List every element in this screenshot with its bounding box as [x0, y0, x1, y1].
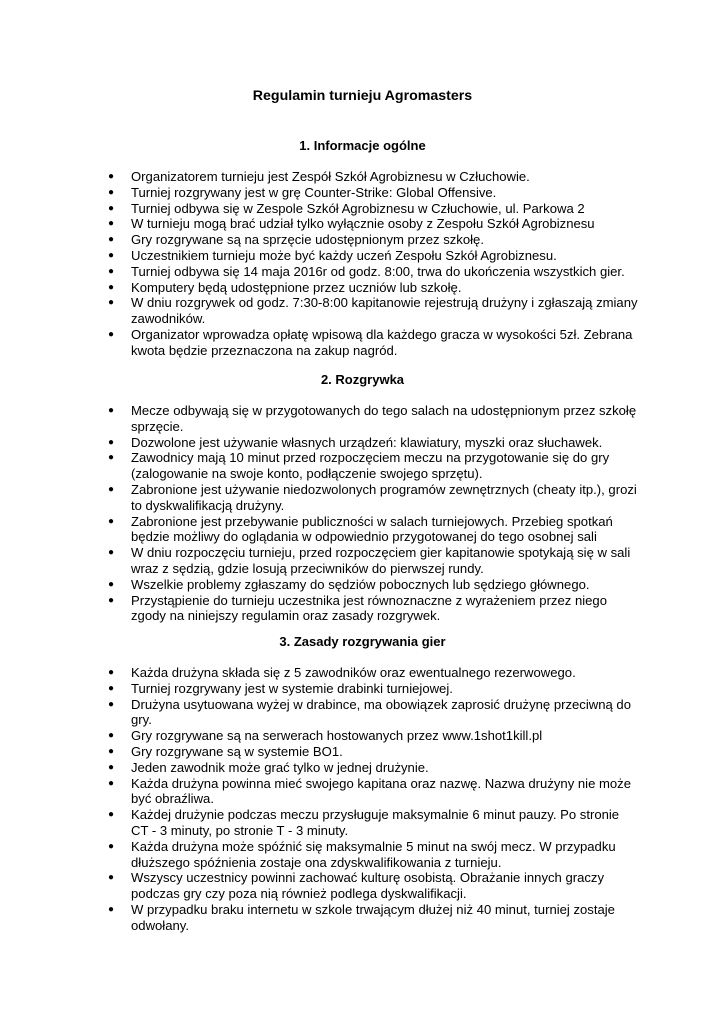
list-item: ● Mecze odbywają się w przygotowanych do tego salach na udostępnionym przez szkołę sprzęcie. — [108, 403, 637, 434]
document-title: Regulamin turnieju Agromasters — [252, 88, 473, 104]
section-heading-general-info: 1. Informacje ogólne — [299, 138, 426, 153]
list-item: ● Uczestnikiem turnieju może być każdy uczeń Zespołu Szkół Agrobiznesu. — [108, 247, 557, 263]
bullet-icon: ● — [108, 515, 115, 527]
list-item: ● Każdej drużynie podczas meczu przysługuje maksymalnie 6 minut pauzy. Po stronie CT - 3 minuty, po stronie T - 3 minuty. — [108, 807, 620, 838]
list-item: ● Zabronione jest przebywanie publiczności w salach turniejowych. Przebieg spotkań będzie możliwy do oglądania w odpowiednio przygotowanej do tego osobnej sali — [108, 513, 613, 545]
list-item: ● Drużyna usytuowana wyżej w drabince, ma obowiązek zaprosić drużynę przeciwną do gry. — [108, 696, 631, 728]
bullet-icon: ● — [108, 594, 115, 606]
bullet-icon: ● — [108, 328, 115, 340]
list-item: ● Przystąpienie do turnieju uczestnika jest równoznaczne z wyrażeniem przez niego zgody na niniejszy regulamin oraz zasady rozgrywek. — [108, 592, 607, 624]
list-item: ● Każda drużyna może spóźnić się maksymalnie 5 minut na swój mecz. W przypadku dłuższego spóźnienia zostaje ona zdyskwalifikowania z turnieju. — [108, 838, 616, 870]
section-heading-game-rules: 3. Zasady rozgrywania gier — [279, 634, 446, 649]
list-item: ● Turniej rozgrywany jest w grę Counter-Strike: Global Offensive. — [108, 184, 497, 200]
list-item: ● Wszelkie problemy zgłaszamy do sędziów pobocznych lub sędziego głównego. — [108, 576, 590, 592]
bullet-icon: ● — [108, 809, 115, 821]
bullet-icon: ● — [108, 436, 115, 448]
list-item: ● W przypadku braku internetu w szkole trwającym dłużej niż 40 minut, turniej zostaje odwołany. — [108, 901, 615, 933]
bullet-icon: ● — [108, 547, 115, 559]
bullet-icon: ● — [108, 281, 115, 293]
list-item: ● Każda drużyna składa się z 5 zawodników oraz ewentualnego rezerwowego. — [108, 665, 576, 680]
section-list-general-info — [108, 169, 638, 359]
bullet-icon: ● — [108, 234, 115, 246]
bullet-icon: ● — [108, 903, 115, 915]
bullet-icon: ● — [108, 297, 115, 309]
bullet-icon: ● — [108, 483, 115, 495]
bullet-icon: ● — [108, 698, 115, 710]
list-item: ● Zawodnicy mają 10 minut przed rozpoczęciem meczu na przygotowanie się do gry (zalogowanie na swoje konto, podłączenie swojego sprzętu). — [108, 450, 610, 482]
bullet-icon: ● — [108, 730, 115, 742]
bullet-icon: ● — [108, 682, 115, 694]
bullet-icon: ● — [108, 452, 115, 464]
list-item: ● Turniej odbywa się w Zespole Szkół Agrobiznesu w Człuchowie, ul. Parkowa 2 — [108, 200, 585, 216]
list-item: ● Komputery będą udostępnione przez uczniów lub szkołę. — [108, 279, 462, 295]
bullet-icon: ● — [108, 265, 115, 277]
list-item: ● Organizatorem turnieju jest Zespół Szkół Agrobiznesu w Człuchowie. — [108, 169, 530, 184]
bullet-icon: ● — [108, 202, 115, 214]
section-heading-gameplay: 2. Rozgrywka — [320, 372, 405, 387]
list-item: ● Gry rozgrywane są na sprzęcie udostępnionym przez szkołę. — [108, 232, 484, 248]
list-item: ● W dniu rozgrywek od godz. 7:30-8:00 kapitanowie rejestrują drużyny i zgłaszają zmiany zawodników. — [108, 295, 638, 327]
section-list-gameplay — [108, 403, 638, 624]
list-item: ● Każda drużyna powinna mieć swojego kapitana oraz nazwę. Nazwa drużyny nie może być obraźliwa. — [108, 775, 632, 807]
list-item: ● Gry rozgrywane są w systemie BO1. — [108, 743, 343, 759]
bullet-icon: ● — [108, 761, 115, 773]
list-item: ● Wszyscy uczestnicy powinni zachować kulturę osobistą. Obrażanie innych graczy podczas gry czy poza nią również podlega dyskwalifikacji. — [108, 870, 605, 902]
bullet-icon: ● — [108, 840, 115, 852]
bullet-icon: ● — [108, 186, 115, 198]
bullet-icon: ● — [108, 667, 115, 678]
list-item: ● Gry rozgrywane są na serwerach hostowanych przez www.1shot1kill.pl — [108, 728, 543, 744]
list-item: ● Organizator wprowadza opłatę wpisową dla każdego gracza w wysokości 5zł. Zebrana kwota będzie przeznaczona na zakup nagród. — [108, 326, 633, 358]
bullet-icon: ● — [108, 872, 115, 884]
bullet-icon: ● — [108, 218, 115, 230]
list-item: ● Dozwolone jest używanie własnych urządzeń: klawiatury, myszki oraz słuchawek. — [108, 434, 603, 450]
list-item: ● Zabronione jest używanie niedozwolonych programów zewnętrznych (cheaty itp.), grozi to dyskwalifikacją drużyny. — [108, 481, 637, 513]
bullet-icon: ● — [108, 171, 115, 182]
list-item: ● W dniu rozpoczęciu turnieju, przed rozpoczęciem gier kapitanowie spotykają się w sali wraz z sędzią, gdzie losują przeciwników do pierwszej rundy. — [108, 545, 631, 576]
list-item: ● Turniej odbywa się 14 maja 2016r od godz. 8:00, trwa do ukończenia wszystkich gier. — [108, 263, 625, 279]
bullet-icon: ● — [108, 405, 115, 416]
section-list-game-rules — [108, 665, 638, 934]
list-item: ● Turniej rozgrywany jest w systemie drabinki turniejowej. — [108, 680, 453, 696]
bullet-icon: ● — [108, 578, 115, 590]
list-item: ● Jeden zawodnik może grać tylko w jednej drużynie. — [108, 759, 429, 775]
bullet-icon: ● — [108, 745, 115, 757]
bullet-icon: ● — [108, 249, 115, 261]
bullet-icon: ● — [108, 777, 115, 789]
list-item: ● W turnieju mogą brać udział tylko wyłącznie osoby z Zespołu Szkół Agrobiznesu — [108, 216, 595, 232]
